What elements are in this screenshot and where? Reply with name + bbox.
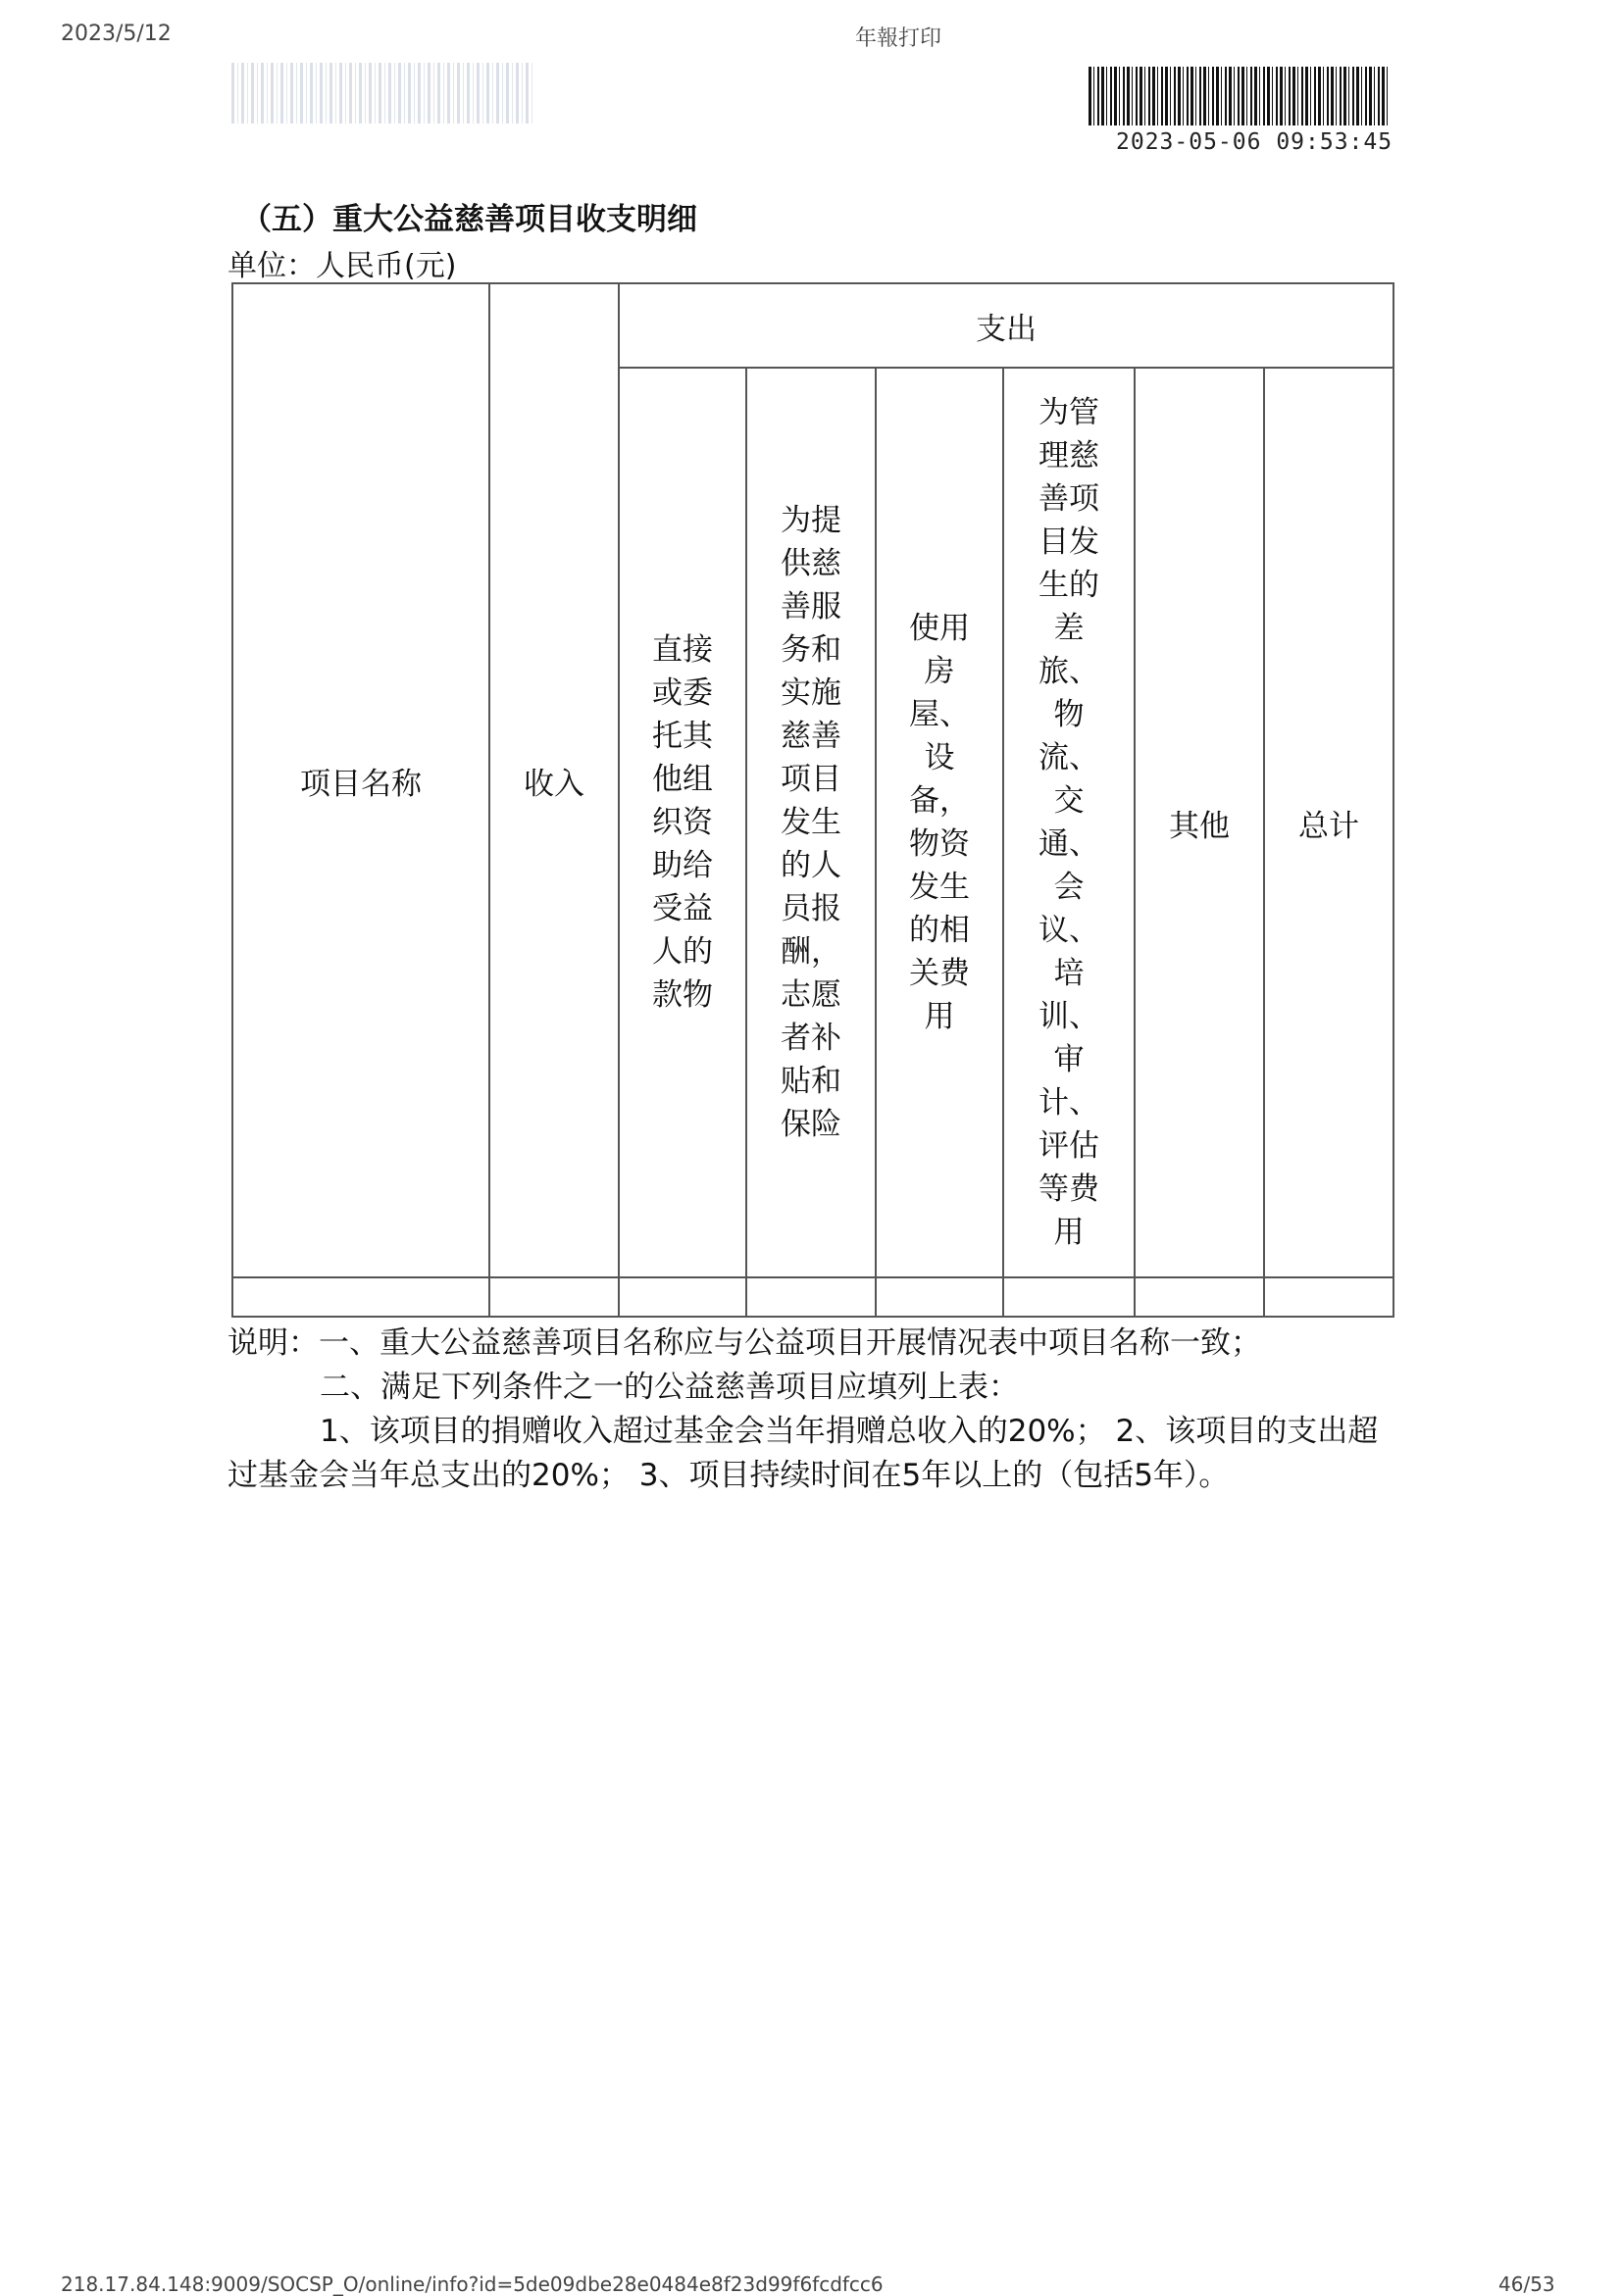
table-row	[232, 1277, 1393, 1317]
header-project-name: 项目名称	[232, 283, 489, 1277]
header-expenditure-group: 支出	[619, 283, 1393, 368]
footer-url: 218.17.84.148:9009/SOCSP_O/online/info?id=5de09dbe28e0484e8f23d99f6fcdfcc6	[61, 2272, 884, 2296]
cell-empty	[746, 1277, 876, 1317]
page-number: 46/53	[1498, 2272, 1555, 2296]
cell-empty	[619, 1277, 746, 1317]
cell-empty	[489, 1277, 619, 1317]
header-management-costs	[1003, 368, 1135, 1277]
header-facility-costs-label: 使用房屋、设备，物资发生的相关费用	[909, 611, 970, 1034]
cell-empty	[1003, 1277, 1135, 1317]
header-other: 其他	[1135, 368, 1264, 1277]
bleed-through-barcode	[231, 63, 533, 124]
header-personnel-costs-label: 为提供慈善服务和实施慈善项目发生的人员报酬，志愿者补贴和保险	[781, 503, 841, 1142]
note-line-1: 说明：一、重大公益慈善项目名称应与公益项目开展情况表中项目名称一致；	[228, 1325, 1261, 1361]
cell-empty	[876, 1277, 1003, 1317]
header-total: 总计	[1264, 368, 1393, 1277]
barcode-image	[1089, 67, 1389, 125]
major-charity-projects-table	[231, 282, 1394, 1318]
header-facility-costs	[876, 368, 1003, 1277]
table-notes	[228, 1322, 1398, 1498]
currency-unit: 单位：人民币(元)	[228, 249, 457, 283]
barcode-timestamp: 2023-05-06 09:53:45	[1116, 129, 1393, 155]
header-management-costs-label: 为管理慈善项目发生的差旅、物流、交通、会议、培训、审计、评估等费用	[1038, 395, 1099, 1250]
header-personnel-costs	[746, 368, 876, 1277]
cell-empty	[1135, 1277, 1264, 1317]
header-income: 收入	[489, 283, 619, 1277]
note-line-3: 1、该项目的捐赠收入超过基金会当年捐赠总收入的20%； 2、该项目的支出超过基金会当年总支出的20%； 3、项目持续时间在5年以上的（包括5年）。	[228, 1414, 1379, 1493]
header-direct-grants-label: 直接或委托其他组织资助给受益人的款物	[652, 632, 713, 1013]
page-header-title: 年報打印	[855, 26, 942, 51]
print-date: 2023/5/12	[61, 22, 172, 46]
header-direct-grants	[619, 368, 746, 1277]
cell-empty	[232, 1277, 489, 1317]
section-title: （五）重大公益慈善项目收支明细	[241, 202, 697, 237]
note-line-2: 二、满足下列条件之一的公益慈善项目应填列上表：	[320, 1370, 1019, 1405]
cell-empty	[1264, 1277, 1393, 1317]
